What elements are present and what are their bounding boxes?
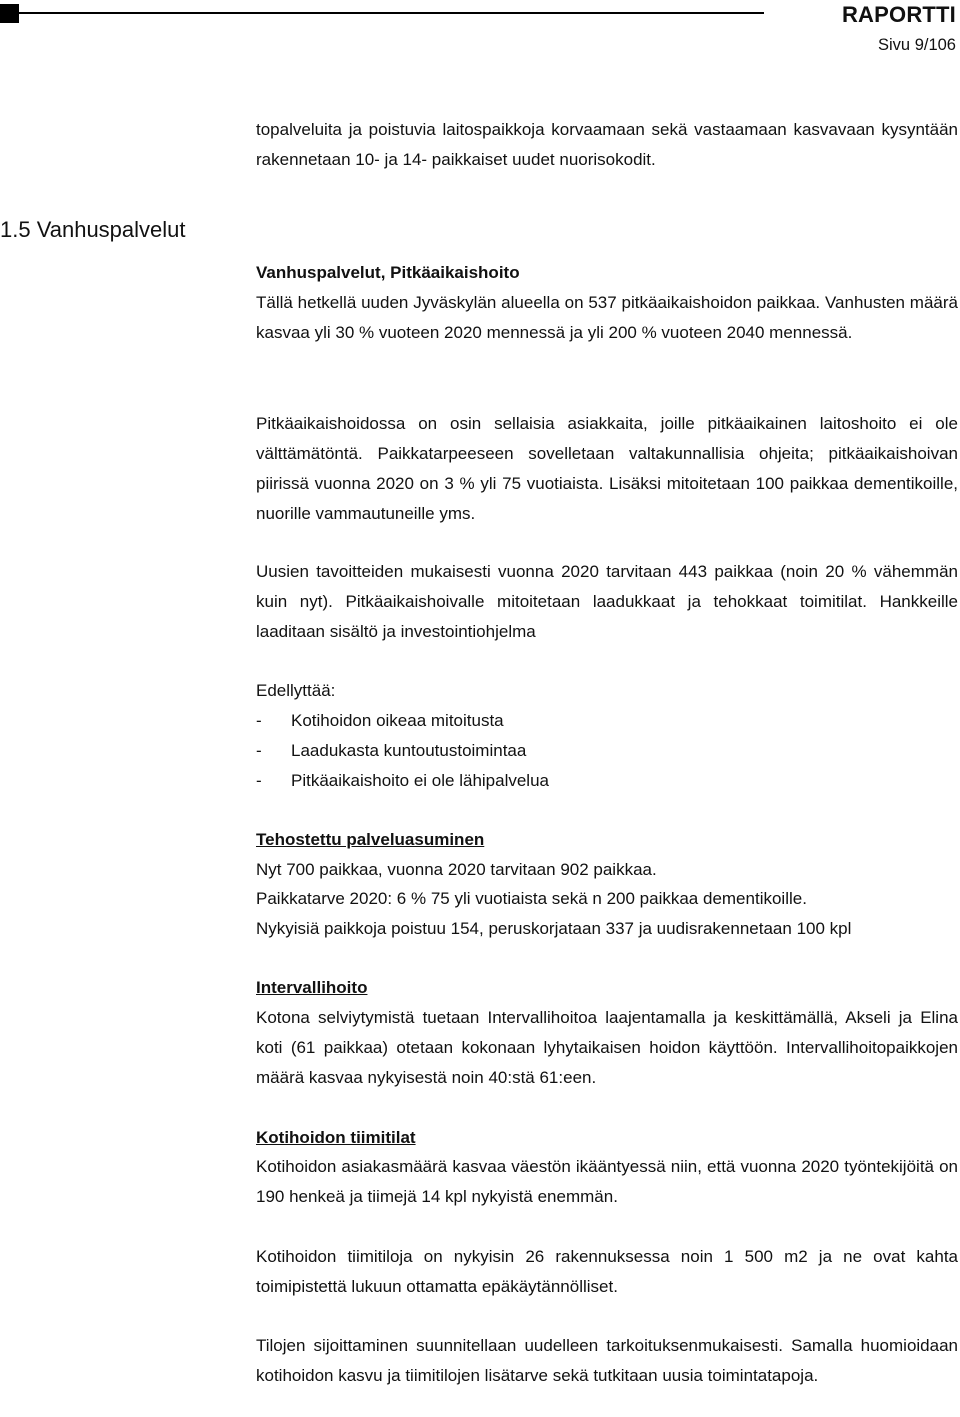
- intro-paragraph: topalveluita ja poistuvia laitospaikkoja korvaamaan sekä vastaamaan kasvavaan kysyntään rakennetaan 10- ja 14- paikkaiset uudet nuorisokodit.: [256, 120, 958, 169]
- list-dash: -: [256, 771, 262, 790]
- pitkaaikaishoito-paragraph-1: Tällä hetkellä uuden Jyväskylän alueella on 537 pitkäaikaishoidon paikkaa. Vanhusten määrä kasvaa yli 30 % vuoteen 2020 mennessä ja yli 200 % vuoteen 2040 mennessä.: [256, 293, 958, 342]
- pitkaaikaishoito-heading: Vanhuspalvelut, Pitkäaikaishoito: [256, 263, 520, 282]
- tehostettu-heading: Tehostettu palveluasuminen: [256, 830, 485, 849]
- list-item-text: Pitkäaikaishoito ei ole lähipalvelua: [291, 771, 549, 790]
- list-item-text: Kotihoidon oikeaa mitoitusta: [291, 711, 504, 730]
- tehostettu-line-1: Nyt 700 paikkaa, vuonna 2020 tarvitaan 902 paikkaa.: [256, 860, 657, 879]
- list-item: [256, 766, 549, 796]
- report-title: RAPORTTI: [841, 2, 956, 27]
- page-number: Sivu 9/106: [878, 36, 956, 54]
- kotihoito-paragraph-2: Kotihoidon tiimitiloja on nykyisin 26 rakennuksessa noin 1 500 m2 ja ne ovat kahta toimipistettä lukuun ottamatta epäkäytännölliset.: [256, 1247, 958, 1296]
- kotihoito-paragraph-3: Tilojen sijoittaminen suunnitellaan uudelleen tarkoituksenmukaisesti. Samalla huomioidaan kotihoidon kasvu ja tiimitilojen lisätarve sekä tutkitaan uusia toimintatapoja.: [256, 1336, 958, 1385]
- kotihoito-heading: Kotihoidon tiimitilat: [256, 1128, 416, 1147]
- section-heading: 1.5 Vanhuspalvelut: [0, 217, 186, 242]
- edellyttaa-label: Edellyttää:: [256, 681, 336, 700]
- list-dash: -: [256, 711, 262, 730]
- pitkaaikaishoito-paragraph-3: Uusien tavoitteiden mukaisesti vuonna 2020 tarvitaan 443 paikkaa (noin 20 % vähemmän kuin nyt). Pitkäaikaishoivalle mitoitetaan laadukkaat ja tehokkaat toimitilat. Hankkeille laaditaan sisältö ja investointiohjelma: [256, 562, 958, 641]
- intervallihoito-heading: Intervallihoito: [256, 978, 368, 997]
- header-rule: [0, 0, 800, 26]
- list-item: [256, 736, 549, 766]
- header-square-marker: [0, 4, 19, 23]
- list-dash: -: [256, 741, 262, 760]
- pitkaaikaishoito-paragraph-2: Pitkäaikaishoidossa on osin sellaisia asiakkaita, joille pitkäaikainen laitoshoito ei ole välttämätöntä. Paikkatarpeeseen sovelletaan valtakunnallisia ohjeita; pitkäaikaishoivan piirissä vuonna 2020 on 3 % yli 75 vuotiaista. Lisäksi mitoitetaan 100 paikkaa dementikoille, nuorille vammautuneille yms.: [256, 414, 958, 523]
- list-item-text: Laadukasta kuntoutustoimintaa: [291, 741, 527, 760]
- kotihoito-paragraph-1: Kotihoidon asiakasmäärä kasvaa väestön ikääntyessä niin, että vuonna 2020 työntekijöitä on 190 henkeä ja tiimejä 14 kpl nykyistä enemmän.: [256, 1157, 958, 1206]
- tehostettu-line-3: Nykyisiä paikkoja poistuu 154, peruskorjataan 337 ja uudisrakennetaan 100 kpl: [256, 919, 852, 938]
- tehostettu-line-2: Paikkatarve 2020: 6 % 75 yli vuotiaista sekä n 200 paikkaa dementikoille.: [256, 889, 807, 908]
- header-line: [19, 12, 764, 14]
- intervallihoito-paragraph: Kotona selviytymistä tuetaan Intervallihoitoa laajentamalla ja keskittämällä, Akseli ja Elina koti (61 paikkaa) otetaan kokonaan lyhytaikaisen hoidon käyttöön. Intervallihoitopaikkojen määrä kasvaa nykyisestä noin 40:stä 61:een.: [256, 1008, 958, 1087]
- list-item: [256, 706, 549, 736]
- edellyttaa-list: [256, 706, 549, 796]
